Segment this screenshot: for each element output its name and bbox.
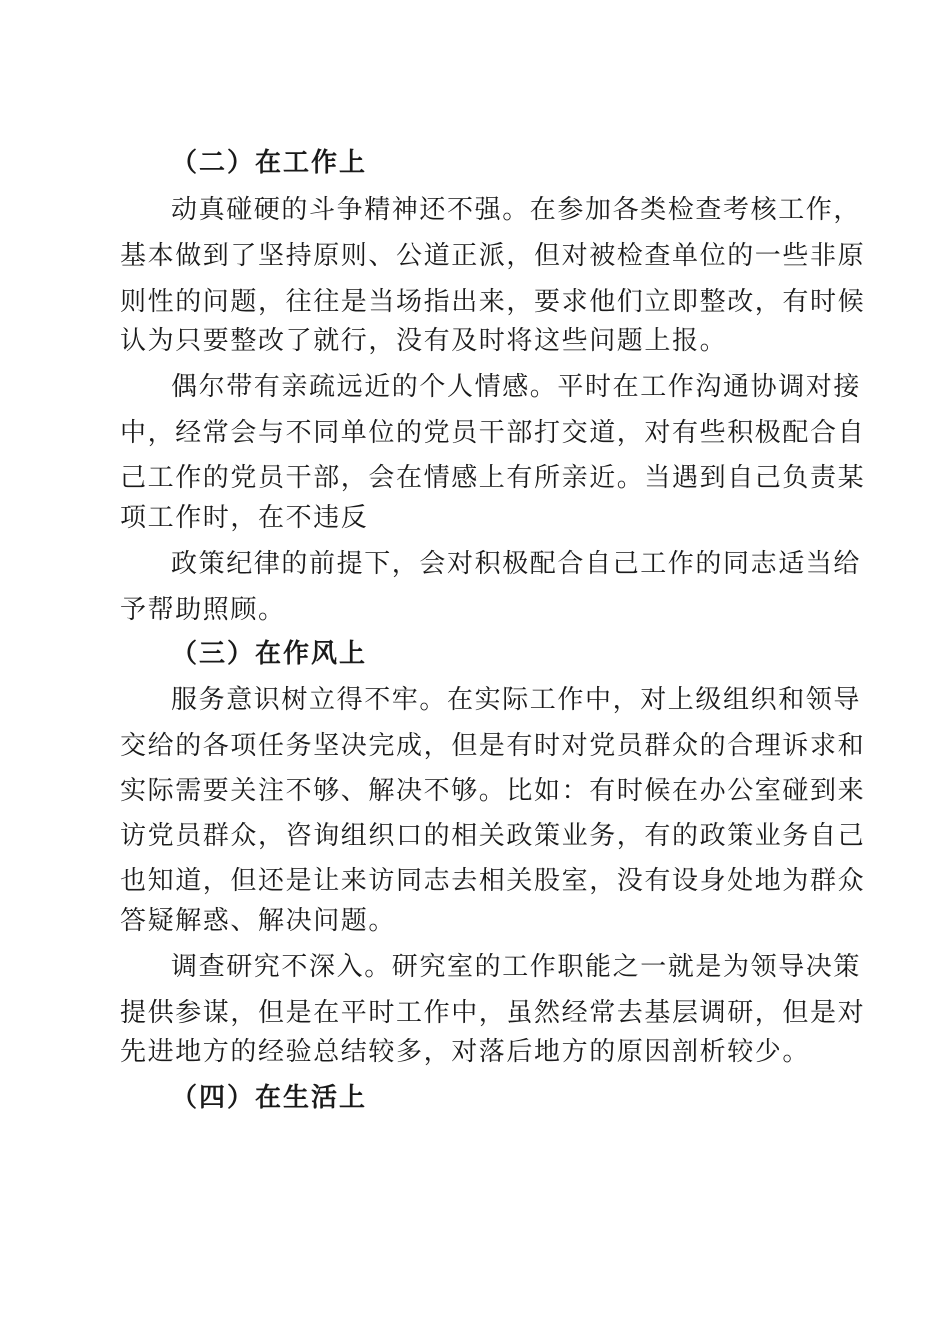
paragraph-line: 认为只要整改了就行，没有及时将这些问题上报。 — [120, 326, 728, 356]
section-heading-style: （三）在作风上 — [171, 639, 368, 669]
paragraph-line: 先进地方的经验总结较多，对落后地方的原因剖析较少。 — [120, 1037, 811, 1067]
paragraph-line: 项工作时，在不违反 — [120, 503, 369, 533]
paragraph-line: 提供参谋，但是在平时工作中，虽然经常去基层调研，但是对 — [120, 998, 866, 1028]
paragraph-line: 调查研究不深入。研究室的工作职能之一就是为领导决策 — [171, 952, 862, 982]
paragraph-line: 基本做到了坚持原则、公道正派，但对被检查单位的一些非原 — [120, 241, 866, 271]
paragraph-line: 偶尔带有亲疏远近的个人情感。平时在工作沟通协调对接 — [171, 372, 862, 402]
paragraph-line: 动真碰硬的斗争精神还不强。在参加各类检查考核工作， — [171, 195, 862, 225]
paragraph-line: 予帮助照顾。 — [120, 595, 286, 625]
paragraph-line: 访党员群众，咨询组织口的相关政策业务，有的政策业务自己 — [120, 821, 866, 851]
paragraph-line: 政策纪律的前提下，会对积极配合自己工作的同志适当给 — [171, 549, 862, 579]
paragraph-line: 也知道，但还是让来访同志去相关股室，没有设身处地为群众 — [120, 866, 866, 896]
section-heading-life: （四）在生活上 — [171, 1083, 368, 1113]
paragraph-line: 中，经常会与不同单位的党员干部打交道，对有些积极配合自 — [120, 418, 866, 448]
paragraph-line: 则性的问题，往往是当场指出来，要求他们立即整改，有时候 — [120, 287, 866, 317]
paragraph-line: 交给的各项任务坚决完成，但是有时对党员群众的合理诉求和 — [120, 731, 866, 761]
paragraph-line: 己工作的党员干部，会在情感上有所亲近。当遇到自己负责某 — [120, 463, 866, 493]
paragraph-line: 答疑解惑、解决问题。 — [120, 906, 397, 936]
paragraph-line: 实际需要关注不够、解决不够。比如：有时候在办公室碰到来 — [120, 776, 866, 806]
section-heading-work: （二）在工作上 — [171, 148, 368, 178]
paragraph-line: 服务意识树立得不牢。在实际工作中，对上级组织和领导 — [171, 685, 862, 715]
